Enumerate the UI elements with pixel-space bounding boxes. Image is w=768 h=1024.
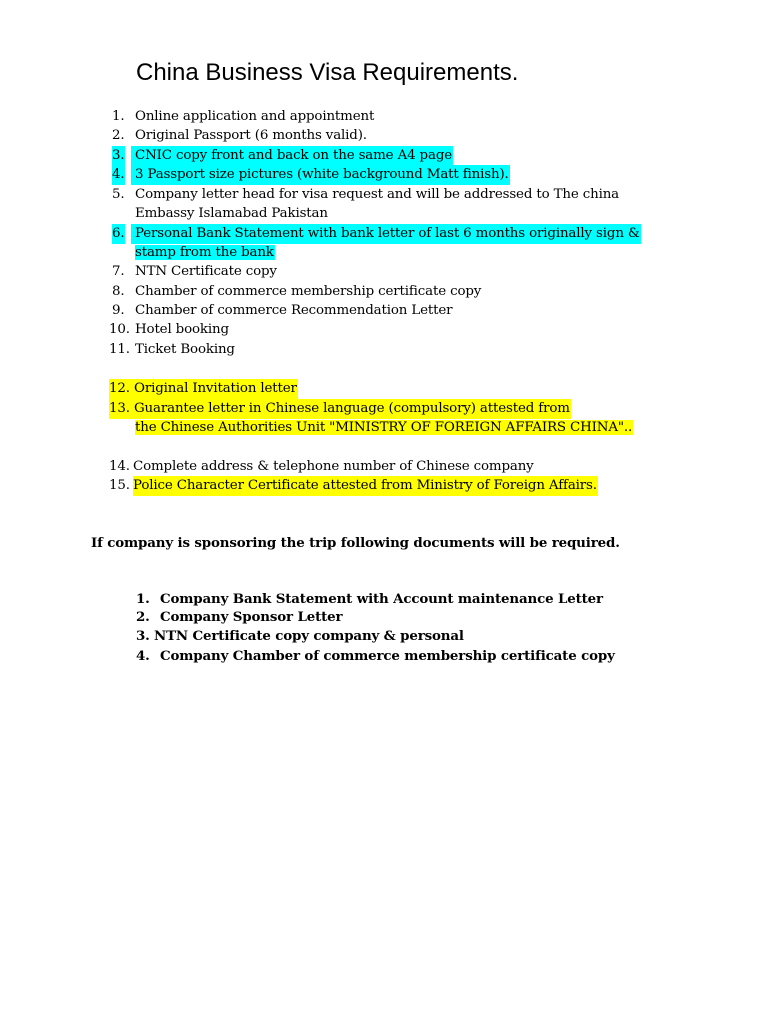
list-item-number: 10. — [109, 322, 130, 337]
list-item-text: Original Passport (6 months valid). — [135, 128, 367, 143]
list-item-text: Chamber of commerce membership certificate copy — [135, 284, 482, 299]
list-item-text: Guarantee letter in Chinese language (compulsory) attested from — [131, 399, 571, 419]
list-item-number: 6. — [112, 224, 125, 244]
list-item — [0, 590, 768, 610]
list-item-number: 3. — [136, 628, 150, 644]
list-item — [0, 301, 768, 321]
list-item-number: 12. — [109, 379, 131, 399]
list-item — [0, 320, 768, 340]
list-item-text: Ticket Booking — [135, 342, 235, 357]
list-item-text: Personal Bank Statement with bank letter of last 6 months originally sign & — [131, 224, 641, 244]
page-title-period: . — [511, 59, 519, 86]
list-item — [0, 608, 768, 628]
list-item-number: 1. — [136, 591, 150, 607]
list-item-number: 14. — [109, 459, 130, 474]
list-item-text: Online application and appointment — [135, 109, 375, 124]
list-item — [0, 457, 768, 477]
list-item-text: Company Sponsor Letter — [160, 609, 343, 625]
list-item — [0, 627, 768, 647]
list-item-text: Company Chamber of commerce membership certificate copy — [160, 648, 615, 664]
list-item-continuation: Embassy Islamabad Pakistan — [135, 206, 328, 221]
sponsor-intro: If company is sponsoring the trip following documents will be required. — [91, 535, 620, 551]
list-item-number: 1. — [112, 109, 125, 124]
list-item-number: 2. — [112, 128, 125, 143]
list-item-continuation — [135, 418, 633, 438]
list-item-number: 15. — [109, 478, 130, 493]
list-item-text: Complete address & telephone number of Chinese company — [133, 459, 534, 474]
list-item-number: 9. — [112, 303, 125, 318]
list-item-number: 8. — [112, 284, 125, 299]
list-item-text: Chamber of commerce Recommendation Letter — [135, 303, 453, 318]
list-item-number: 13. — [109, 399, 131, 419]
list-item-number: 4. — [112, 165, 125, 185]
list-item — [0, 107, 768, 127]
list-item-text: 3 Passport size pictures (white background Matt finish). — [131, 165, 510, 185]
list-item-continuation-text: stamp from the bank — [135, 245, 274, 260]
list-item-number: 3. — [112, 146, 125, 166]
list-item-continuation — [135, 243, 275, 263]
list-item-text: Original Invitation letter — [131, 379, 298, 399]
list-item — [0, 282, 768, 302]
list-item-text: CNIC copy front and back on the same A4 page — [131, 146, 453, 166]
list-item — [0, 126, 768, 146]
list-item-text: NTN Certificate copy company & personal — [154, 628, 464, 644]
list-item-number: 4. — [136, 648, 150, 664]
list-item — [0, 647, 768, 667]
list-item-number: 7. — [112, 264, 125, 279]
list-item-number: 11. — [109, 342, 130, 357]
list-item-highlighted — [0, 476, 768, 496]
list-item — [0, 262, 768, 282]
list-item-text: Company letter head for visa request and will be addressed to The china — [135, 187, 620, 202]
page-title-text: China Business Visa Requirements — [136, 59, 512, 86]
list-item-highlighted — [0, 165, 768, 185]
list-item-highlighted — [0, 399, 768, 419]
list-item — [0, 340, 768, 360]
list-item-text: Hotel booking — [135, 322, 229, 337]
list-item-number: 2. — [136, 609, 150, 625]
list-item-highlighted — [0, 224, 768, 244]
list-item-highlighted — [0, 379, 768, 399]
list-item-text: Police Character Certificate attested from Ministry of Foreign Affairs. — [133, 476, 598, 496]
list-item-text: NTN Certificate copy — [135, 264, 277, 279]
page-title — [136, 58, 518, 88]
list-item-number: 5. — [112, 187, 125, 202]
list-item — [0, 185, 768, 205]
list-item-highlighted — [0, 146, 768, 166]
list-item-continuation-text: the Chinese Authorities Unit "MINISTRY OF FOREIGN AFFAIRS CHINA".. — [135, 420, 633, 435]
list-item-text: Company Bank Statement with Account maintenance Letter — [160, 591, 603, 607]
